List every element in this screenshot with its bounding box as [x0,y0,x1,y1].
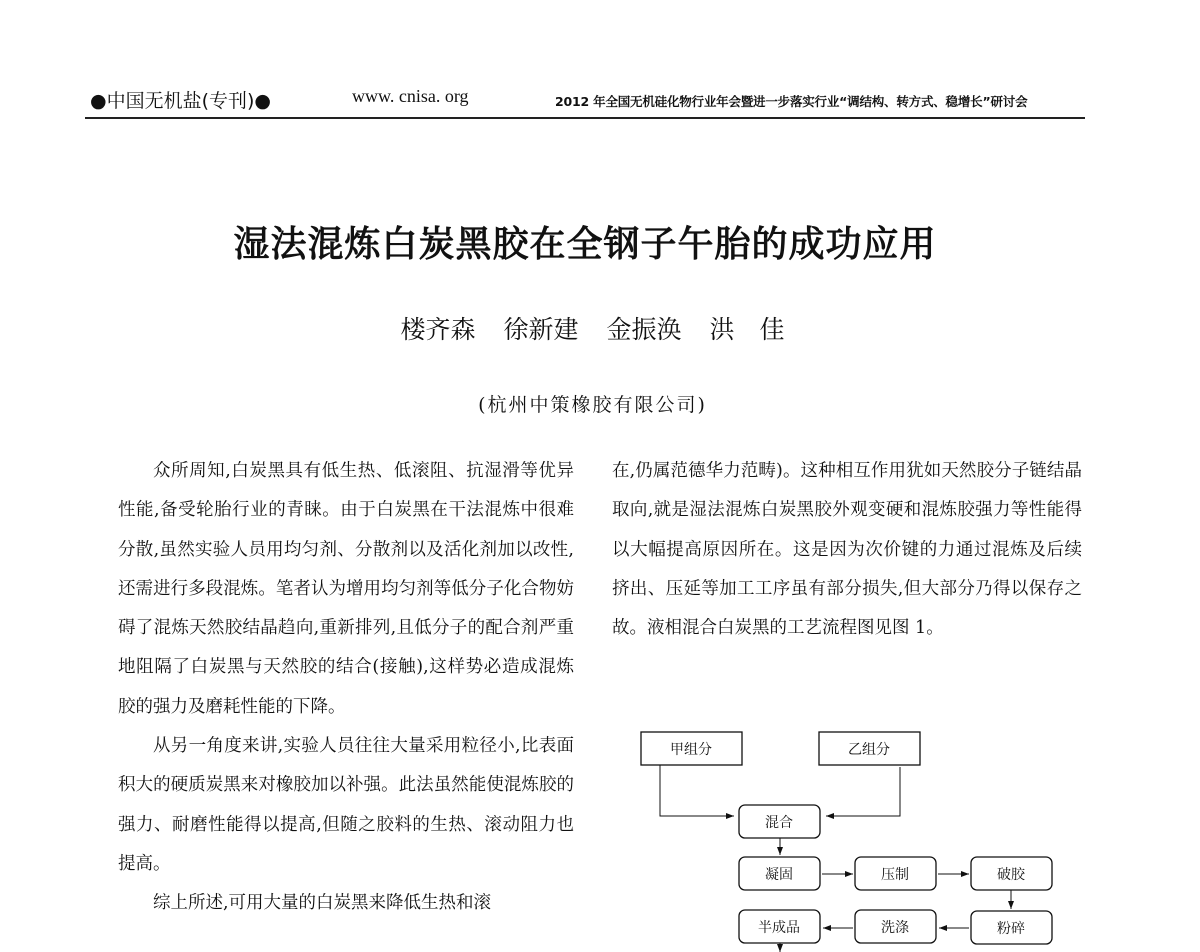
right-column [612,452,1082,648]
author: 楼齐森 [400,315,476,344]
flow-arrow [660,765,734,816]
flow-label-break: 破胶 [997,867,1025,883]
paragraph: 从另一角度来讲,实验人员往往大量采用粒径小,比表面积大的硬质炭黑来对橡胶加以补强。此法虽然能使混炼胶的强力、耐磨性能得以提高,但随之胶料的生热、滚动阻力也提高。 [118,736,574,874]
flow-label-coag: 凝固 [765,867,793,883]
flow-label-a: 甲组分 [670,742,712,758]
journal-name: ●中国无机盐(专刊)● [90,90,271,112]
flow-arrow [826,767,900,816]
paragraph: 众所周知,白炭黑具有低生热、低滚阻、抗湿滑等优异性能,备受轮胎行业的青睐。由于白炭黑在干法混炼中很难分散,虽然实验人员用均匀剂、分散剂以及活化剂加以改性,还需进行多段混炼。笔者认为增用均匀剂等低分子化合物妨碍了混炼天然胶结晶趋向,重新排列,且低分子的配合剂严重地阻隔了白炭黑与天然胶的结合(接触),这样势必造成混炼胶的强力及磨耗性能的下降。 [118,461,574,717]
conference-name: 2012 年全国无机硅化物行业年会暨进一步落实行业“调结构、转方式、稳增长”研讨会 [555,94,1028,109]
header-rule [85,117,1085,119]
flow-label-semi: 半成品 [758,920,800,936]
process-flowchart [600,720,1080,952]
authors [0,310,1185,346]
article-title: 湿法混炼白炭黑胶在全钢子午胎的成功应用 [233,223,937,265]
affiliation: (杭州中策橡胶有限公司) [478,394,707,416]
journal-url: www. cnisa. org [352,86,469,106]
author: 洪 佳 [709,315,785,344]
flow-label-crush: 粉碎 [997,921,1025,937]
flow-label-mix: 混合 [765,815,793,831]
author: 金振涣 [606,315,682,344]
paragraph: 在,仍属范德华力范畴)。这种相互作用犹如天然胶分子链结晶取向,就是湿法混炼白炭黑胶外观变硬和混炼胶强力等性能得以大幅提高原因所在。这是因为次价键的力通过混炼及后续挤出、压延等加工工序虽有部分损失,但大部分乃得以保存之故。液相混合白炭黑的工艺流程图见图 1。 [612,461,1082,639]
flow-label-press: 压制 [881,867,909,883]
flow-label-b: 乙组分 [848,742,890,758]
left-column [118,452,574,924]
flow-label-wash: 洗涤 [881,920,909,936]
paragraph: 综上所述,可用大量的白炭黑来降低生热和滚 [153,893,492,914]
author: 徐新建 [503,315,579,344]
